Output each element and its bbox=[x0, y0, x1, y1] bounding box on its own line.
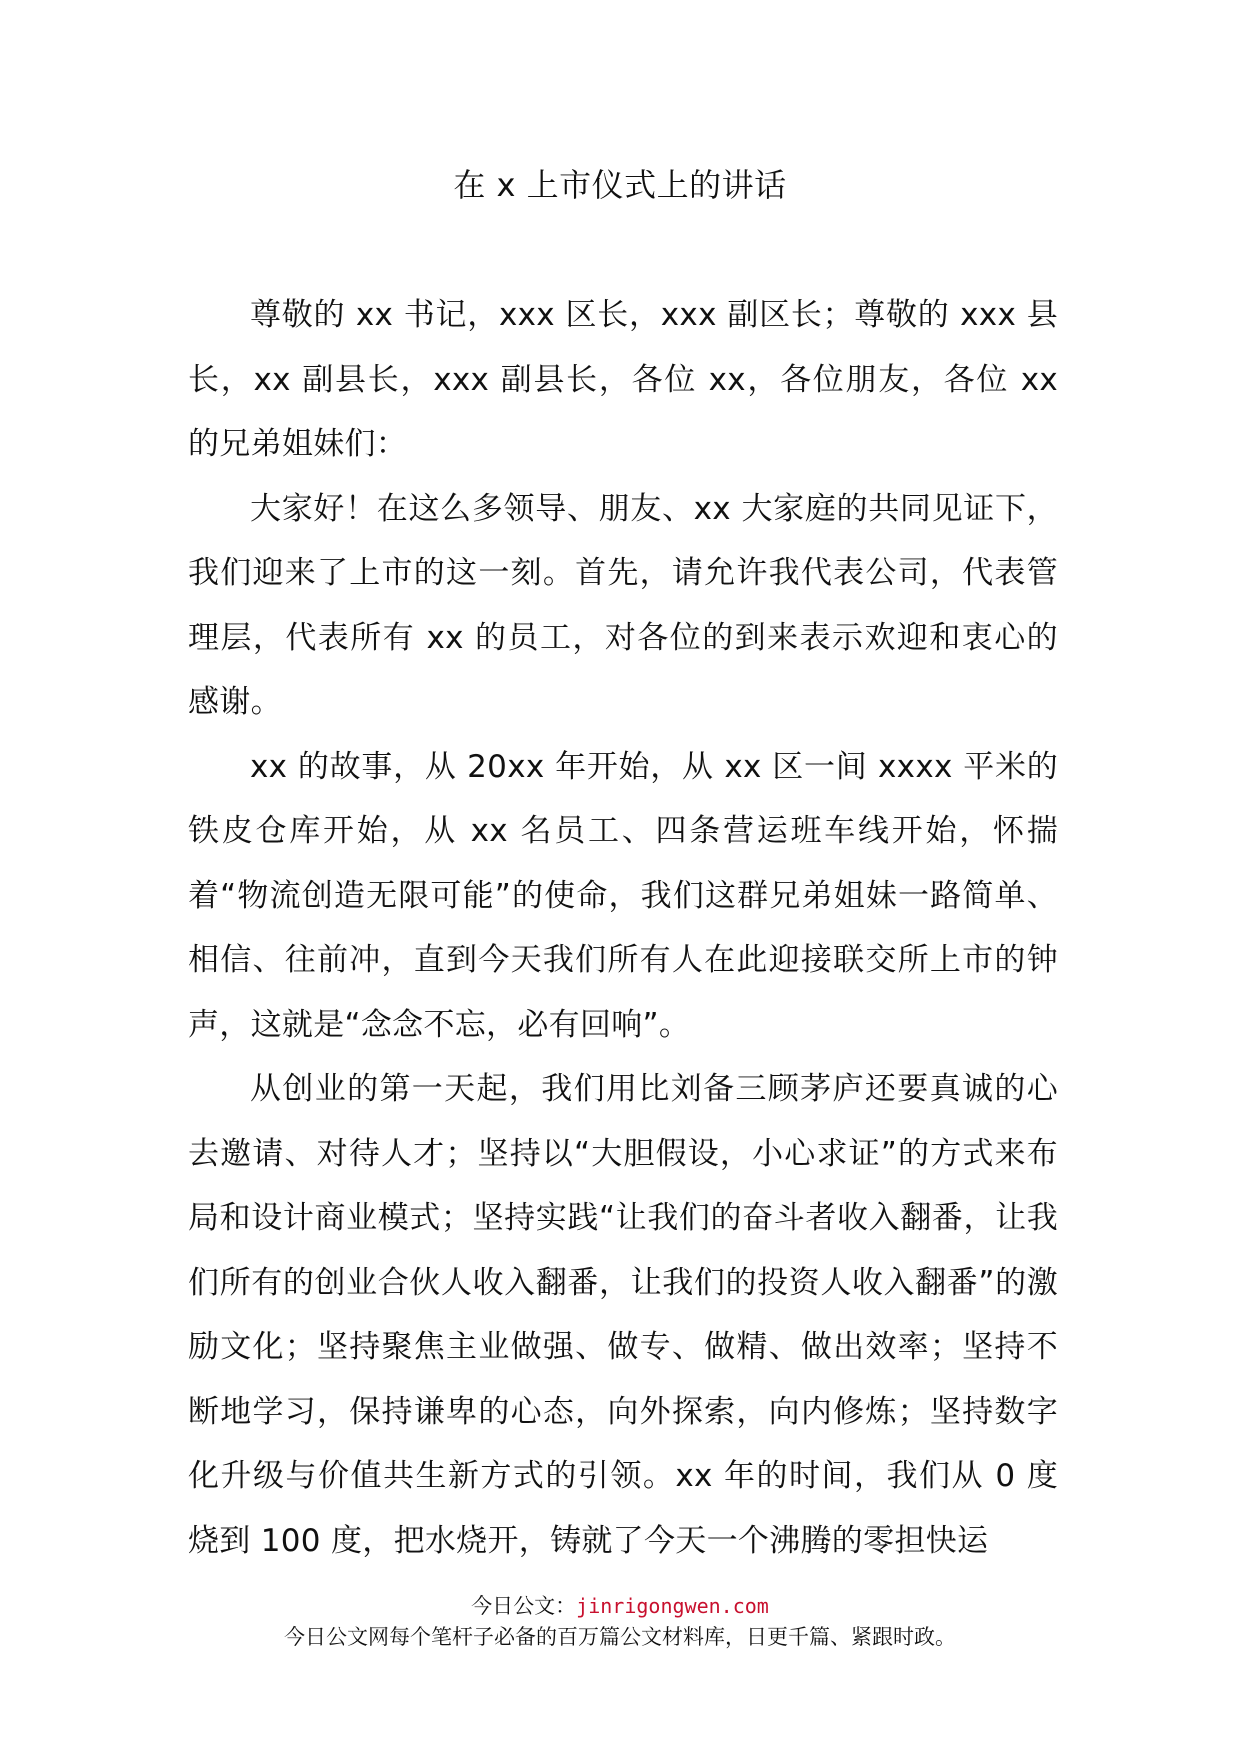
footer bbox=[0, 1591, 1240, 1653]
footer-url-link[interactable]: jinrigongwen.com bbox=[576, 1594, 769, 1618]
paragraph-principles: 从创业的第一天起，我们用比刘备三顾茅庐还要真诚的心去邀请、对待人才；坚持以“大胆假设，小心求证”的方式来布局和设计商业模式；坚持实践“让我们的奋斗者收入翻番，让我们所有的创业合伙人收入翻番，让我们的投资人收入翻番”的激励文化；坚持聚焦主业做强、做专、做精、做出效率；坚持不断地学习，保持谦卑的心态，向外探索，向内修炼；坚持数字化升级与价值共生新方式的引领。xx 年的时间，我们从 0 度烧到 100 度，把水烧开，铸就了今天一个沸腾的零担快运 bbox=[188, 1071, 1058, 1559]
footer-source-line bbox=[0, 1591, 1240, 1622]
footer-label: 今日公文： bbox=[471, 1594, 577, 1618]
paragraph-welcome: 大家好！在这么多领导、朋友、xx 大家庭的共同见证下，我们迎来了上市的这一刻。首先，请允许我代表公司，代表管理层，代表所有 xx 的员工，对各位的到来表示欢迎和衷心的感谢。 bbox=[188, 490, 1058, 720]
paragraph-greeting: 尊敬的 xx 书记，xxx 区长，xxx 副区长；尊敬的 xxx 县长，xx 副县长，xxx 副县长，各位 xx，各位朋友，各位 xx 的兄弟姐妹们： bbox=[188, 297, 1058, 462]
document-body bbox=[188, 283, 1058, 1573]
paragraph-story: xx 的故事，从 20xx 年开始，从 xx 区一间 xxxx 平米的铁皮仓库开始，从 xx 名员工、四条营运班车线开始，怀揣着“物流创造无限可能”的使命，我们这群兄弟姐妹一路简单、相信、往前冲，直到今天我们所有人在此迎接联交所上市的钟声，这就是“念念不忘，必有回响”。 bbox=[188, 748, 1058, 1043]
footer-tagline: 今日公文网每个笔杆子必备的百万篇公文材料库，日更千篇、紧跟时政。 bbox=[284, 1625, 956, 1649]
document-title: 在 x 上市仪式上的讲话 bbox=[453, 166, 787, 204]
